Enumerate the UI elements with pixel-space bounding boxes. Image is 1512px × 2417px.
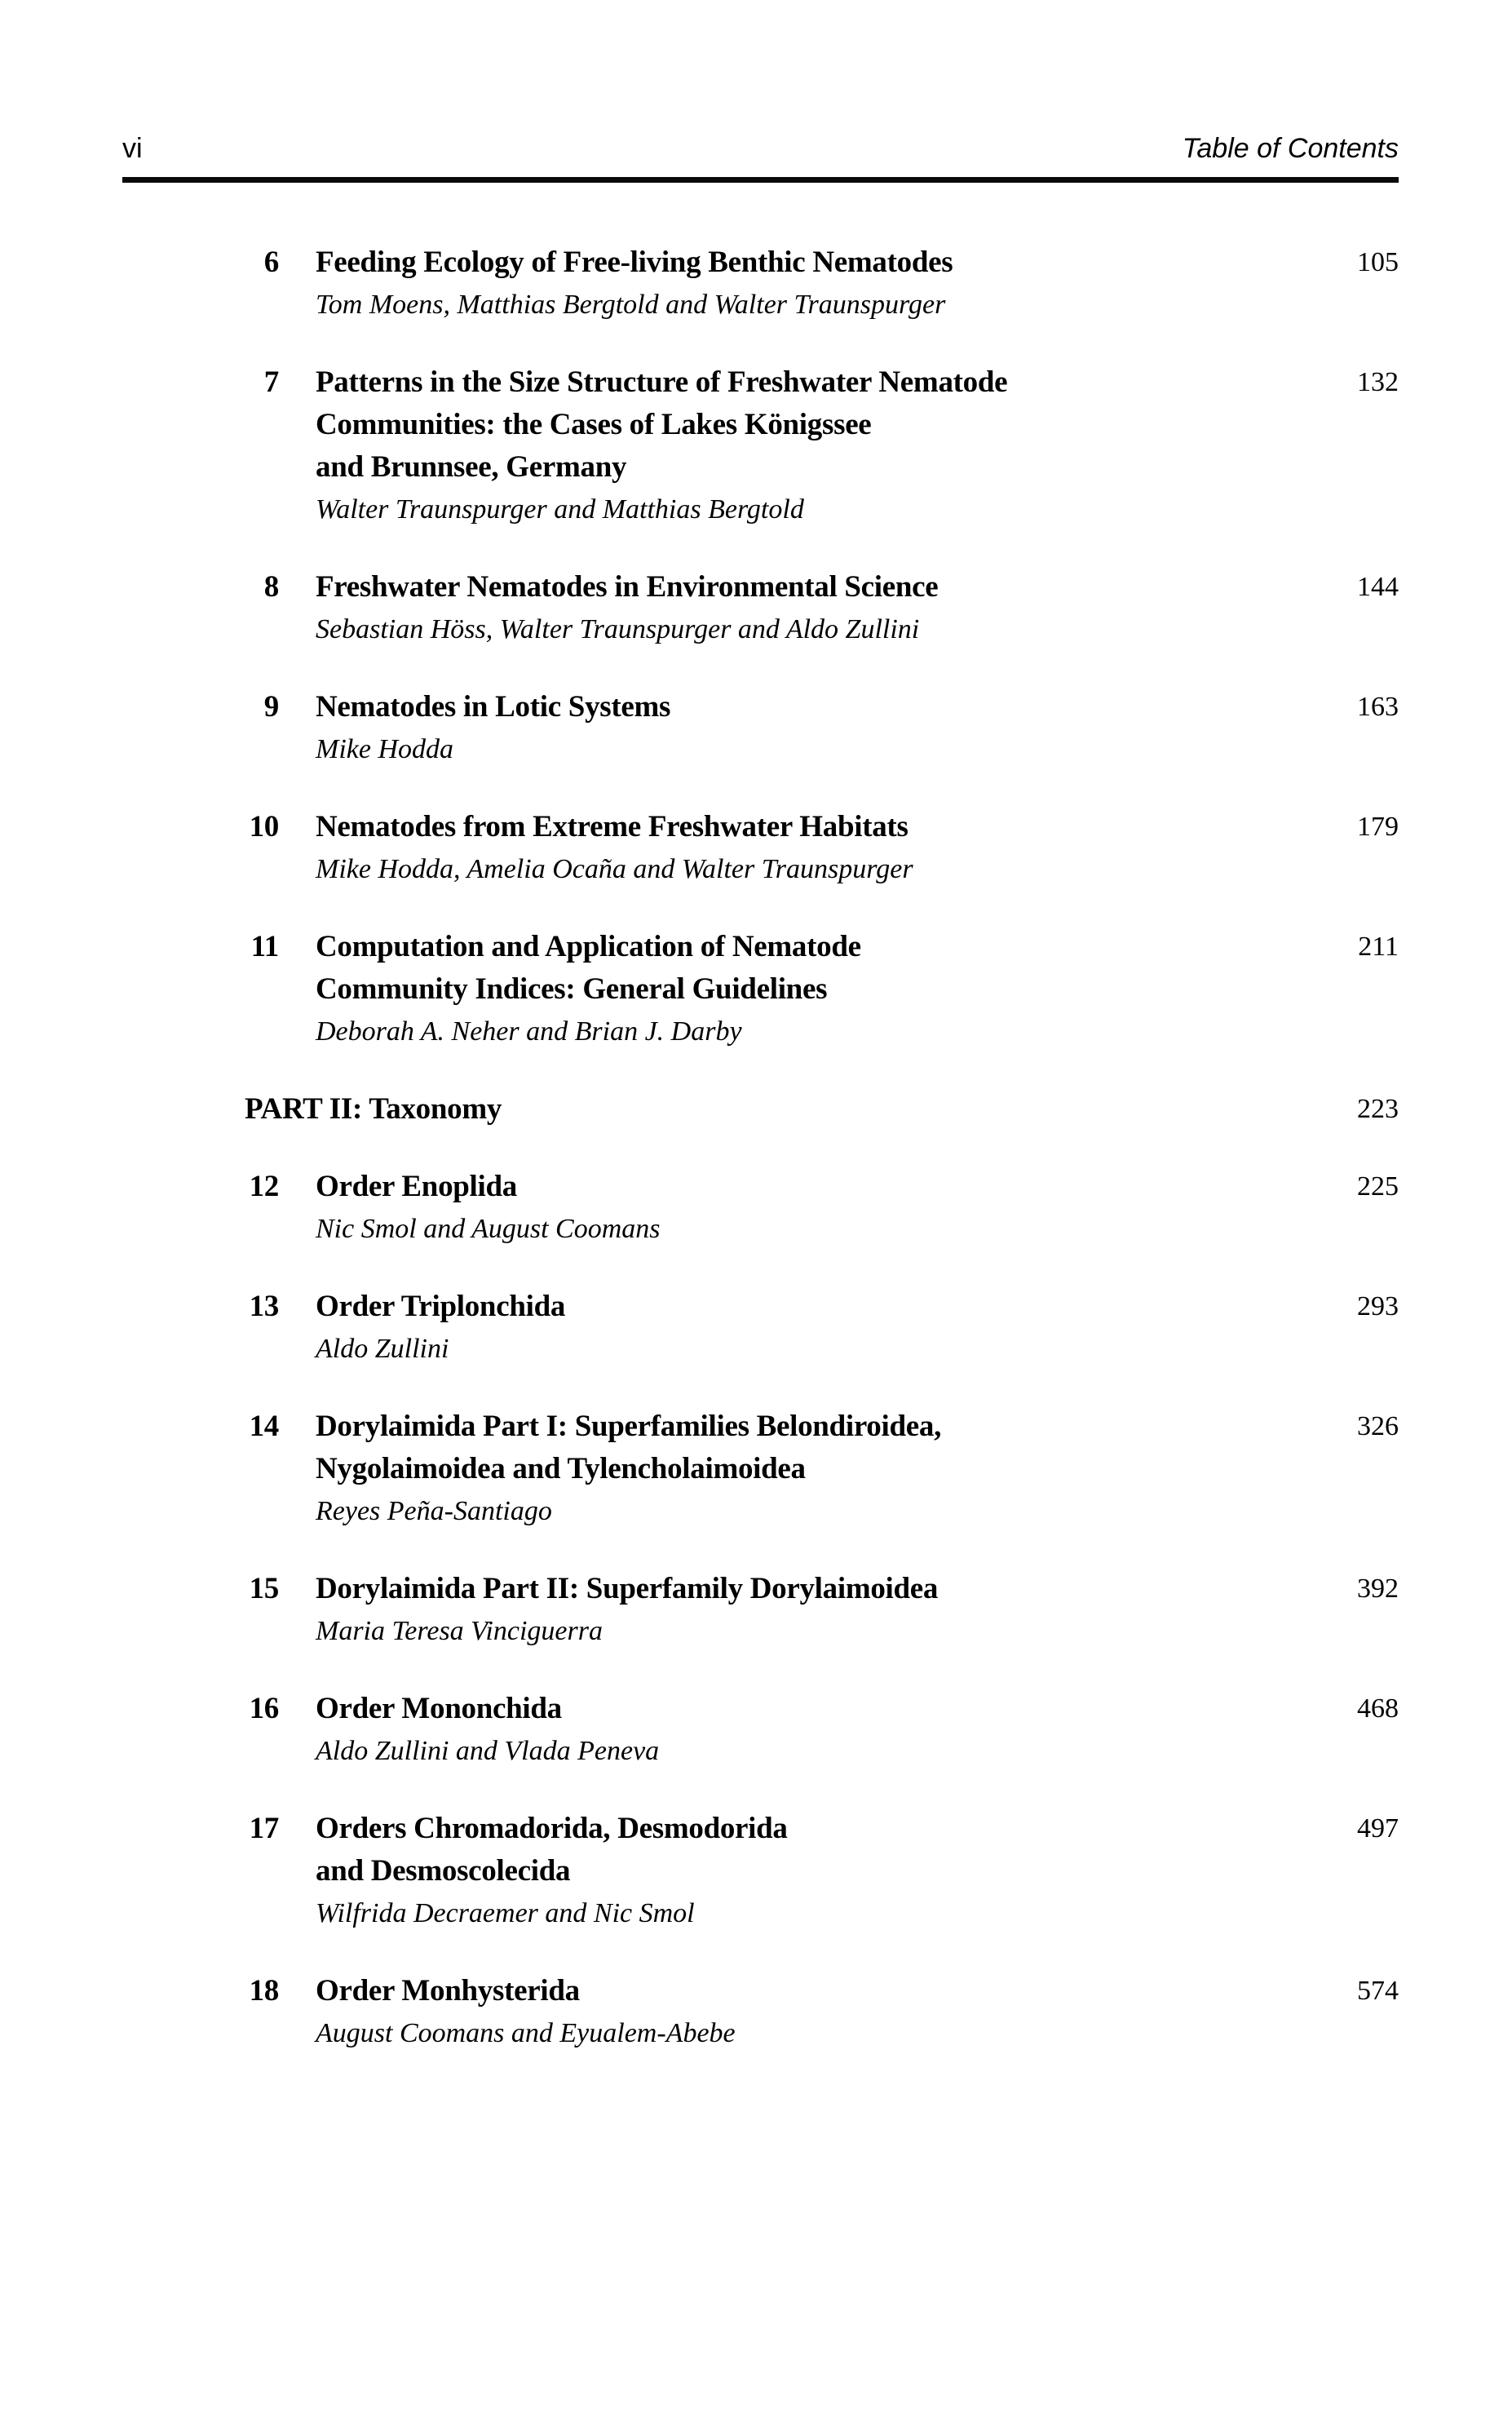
chapter-authors: Mike Hodda, Amelia Ocaña and Walter Traunspurger [316,854,913,884]
chapter-body [279,1405,1309,1533]
header-rule [122,177,1399,183]
toc-entry [245,1970,1399,2055]
chapter-title-line: Nygolaimoidea and Tylencholaimoidea [316,1452,806,1485]
chapter-body [279,361,1309,531]
page-number: 105 [1357,247,1399,277]
chapter-body [279,1970,1309,2055]
chapter-title-line: Order Enoplida [316,1170,517,1203]
chapter-body [279,566,1309,651]
chapter-title-line: Nematodes from Extreme Freshwater Habitats [316,810,909,843]
part-title [245,1088,1309,1131]
page-folio: vi [122,133,143,164]
chapter-body [279,926,1309,1053]
chapter-title-line: Order Mononchida [316,1692,562,1725]
chapter-title-line: and Desmoscolecida [316,1854,571,1888]
chapter-title-line: Community Indices: General Guidelines [316,972,828,1006]
chapter-authors: Aldo Zullini and Vlada Peneva [316,1736,660,1766]
page-number: 132 [1357,367,1399,397]
page-number: 392 [1357,1574,1399,1604]
toc-entry [245,241,1399,326]
chapter-authors: Wilfrida Decraemer and Nic Smol [316,1898,695,1928]
chapter-authors: Deborah A. Neher and Brian J. Darby [316,1016,742,1047]
toc-entry [245,1286,1399,1370]
chapter-body [279,1688,1309,1773]
chapter-title-line: Patterns in the Size Structure of Freshwater Nematode [316,365,1008,399]
chapter-authors: Mike Hodda [316,734,454,764]
toc-part-heading [245,1088,1399,1131]
chapter-number: 14 [249,1410,279,1443]
chapter-title-line: Freshwater Nematodes in Environmental Science [316,570,939,604]
chapter-number: 9 [263,690,279,724]
chapter-number: 16 [249,1692,279,1725]
chapter-number: 17 [249,1812,279,1845]
toc-entry [245,1405,1399,1533]
chapter-body [279,1166,1309,1251]
toc-entry [245,806,1399,891]
chapter-number: 6 [263,246,279,279]
chapter-authors: August Coomans and Eyualem-Abebe [316,2018,736,2048]
chapter-title-line: Communities: the Cases of Lakes Königssee [316,408,872,441]
page-number: 179 [1357,812,1399,842]
page-number: 223 [1357,1094,1399,1124]
chapter-number: 10 [249,810,279,843]
chapter-number: 8 [263,570,279,604]
chapter-authors: Nic Smol and August Coomans [316,1214,661,1244]
chapter-authors: Reyes Peña-Santiago [316,1496,552,1526]
chapter-title-line: Computation and Application of Nematode [316,930,861,963]
chapter-number: 11 [250,930,279,963]
chapter-title-line: Dorylaimida Part II: Superfamily Dorylaimoidea [316,1572,939,1605]
page-number: 468 [1357,1693,1399,1724]
chapter-body [279,1808,1309,1935]
toc-entry [245,361,1399,531]
chapter-authors: Aldo Zullini [316,1334,449,1364]
chapter-authors: Sebastian Höss, Walter Traunspurger and Aldo Zullini [316,614,920,644]
chapter-number: 15 [249,1572,279,1605]
toc-entry [245,1688,1399,1773]
toc-entry [245,1808,1399,1935]
chapter-title-line: Feeding Ecology of Free-living Benthic Nematodes [316,246,953,279]
chapter-title-line: Orders Chromadorida, Desmodorida [316,1812,788,1845]
chapter-authors: Maria Teresa Vinciguerra [316,1616,603,1646]
chapter-title-line: and Brunnsee, Germany [316,450,627,484]
toc-entry [245,1568,1399,1653]
chapter-title-line: Dorylaimida Part I: Superfamilies Belondiroidea, [316,1410,942,1443]
toc-entry [245,926,1399,1053]
toc-entry [245,1166,1399,1251]
toc-list [122,183,1399,2055]
toc-entry [245,566,1399,651]
part-title-text: PART II: Taxonomy [245,1092,502,1126]
chapter-body [279,1568,1309,1653]
page-number: 326 [1357,1411,1399,1441]
page-number: 574 [1357,1976,1399,2006]
chapter-body [279,1286,1309,1370]
page-number: 497 [1357,1813,1399,1844]
chapter-number: 18 [249,1974,279,2008]
chapter-title-line: Order Triplonchida [316,1290,566,1323]
chapter-authors: Walter Traunspurger and Matthias Bergtold [316,494,804,525]
running-header [122,135,1399,162]
page-number: 144 [1357,572,1399,602]
toc-entry [245,686,1399,771]
page-number: 163 [1357,692,1399,722]
chapter-body [279,241,1309,326]
chapter-authors: Tom Moens, Matthias Bergtold and Walter Traunspurger [316,290,946,320]
chapter-title-line: Nematodes in Lotic Systems [316,690,671,724]
running-title: Table of Contents [1182,133,1399,164]
chapter-number: 13 [249,1290,279,1323]
chapter-body [279,686,1309,771]
chapter-body [279,806,1309,891]
chapter-number: 7 [263,365,279,399]
page-number: 293 [1357,1291,1399,1321]
chapter-number: 12 [249,1170,279,1203]
page-number: 225 [1357,1171,1399,1202]
page-number: 211 [1358,932,1399,962]
chapter-title-line: Order Monhysterida [316,1974,580,2008]
